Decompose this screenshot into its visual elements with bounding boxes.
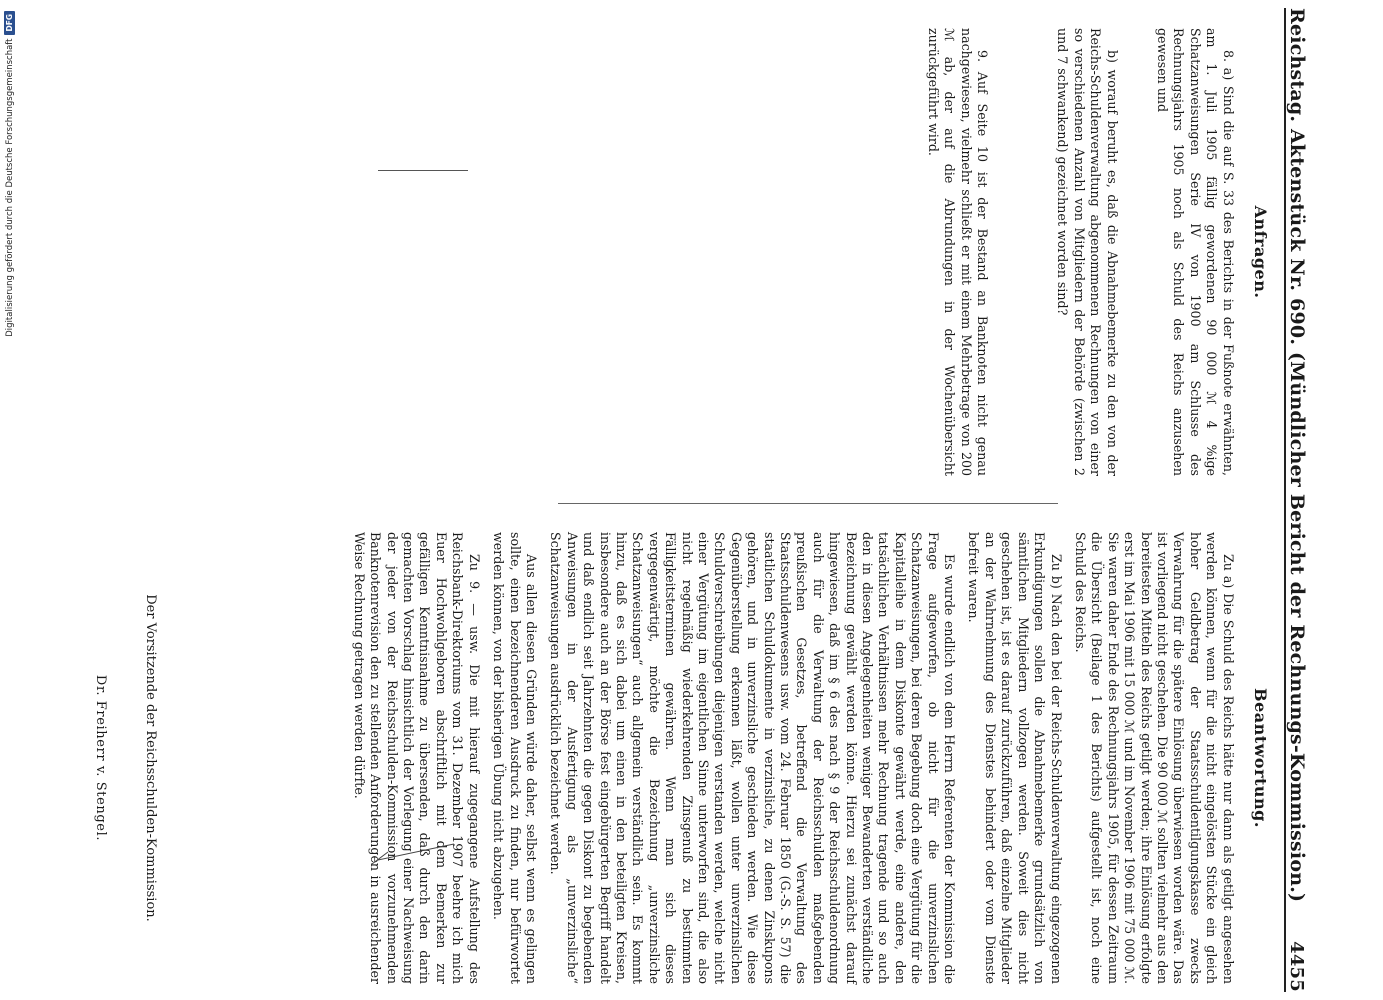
imprint-text: Digitalisierung gefördert durch die Deutsche Forschungsgemeinschaft: [5, 38, 15, 337]
answer-a: Zu a) Die Schuld des Reichs hätte nur dann als getilgt angesehen werden können, wenn für die nicht eingelösten Stücke ein gleich hoher Geldbetrag der Staatsschuldentilgungskasse zwecks Verwahrung für die spätere Einlösung überwiesen worden wäre. Das ist vorliegend nicht geschehen. Die 90 000 ℳ sollten vielmehr aus den bereitesten Mitteln des Reichs getilgt werden; ihre Einlösung erfolgte erst im Mai 1906 mit 15 000 ℳ und im November 1906 mit 75 000 ℳ. Sie waren daher Ende des Rechnungsjahrs 1905, für dessen Zeitraum die Übersicht (Beilage 1 des Berichts) aufgestellt ist, noch eine Schuld des Reichs.: [1072, 532, 1236, 984]
page-number: 4455: [1286, 941, 1307, 992]
questions-heading: Anfragen.: [1251, 205, 1270, 299]
question-8a: 8. a) Sind die auf S. 33 des Berichts in der Fußnote erwähnten, am 1. Juli 1905 fällig gewordenen 90 000 ℳ 4 %ige Schatzanweisungen Serie IV von 1900 am Schlusse des Rechnungsjahrs 1905 noch als Schuld des Reichs anzusehen gewesen und: [1154, 28, 1236, 476]
document-page: [8, 0, 1338, 1000]
question-8b: b) worauf beruht es, daß die Abnahmebemerke zu den von der Reichs-Schuldenverwaltung abgenommenen Rechnungen von einer so verschiedenen Anzahl von Mitgliedern der Behörde (zwischen 2 und 7 schwankend) gezeichnet worden sind?: [1055, 28, 1120, 476]
signature-role: Der Vorsitzende der Reichsschulden-Kommission.: [143, 594, 158, 922]
digitization-imprint: [0, 0, 15, 1000]
questions-column: [912, 28, 1276, 476]
answer-9: Zu 9. — usw. Die mit hierauf zugegangene Aufstellung des Reichsbank-Direktoriums vom 31. Dezember 1907 beehre ich mich Euer Hochwohlgeboren abschriftlich mit dem Bemerken zur gefälligen Kenntnisnahme zu übersenden, daß durch den darin gemachten Vorschlag hinsichtlich der Vorlegung einer Nachweisung der jeder von der Reichsschulden-Kommission vorzunehmenden Banknotenrevision den zu stellenden Anforderungen in ausreichender Weise Rechnung getragen werden dürfte.: [351, 532, 482, 984]
answer-designation: Es wurde endlich von dem Herrn Referenten der Kommission die Frage aufgeworfen, ob nicht für die unverzinslichen Schatzanweisungen, bei deren Begebung doch eine Vergütung für die Kapitalleihe in dem Diskonte gewährt werde, eine andere, den tatsächlichen Verhältnissen mehr Rechnung tragende und so auch den in diesen Angelegenheiten weniger Bewanderten verständliche Bezeichnung gewählt werden könne. Hierzu sei zunächst darauf hingewiesen, daß im § 6 des nach § 9 der Reichsschuldenordnung auch für die Verwaltung der Reichsschulden maßgebenden preußischen Gesetzes, betreffend die Verwaltung des Staatsschuldenwesens usw. vom 24. Februar 1850 (G.-S. S. 57) die staatlichen Schuldokumente in verzinsliche, zu denen Zinskupons gehören, und in unverzinsliche geschieden werden. Wie diese Gegenüberstellung erkennen läßt, wollen unter unverzinslichen Schuldverschreibungen diejenigen verstanden werden, welche nicht einer Vergütung im eigentlichen Sinne unterworfen sind, die also nicht regelmäßig wiederkehrenden Zinsgenuß zu bestimmten Fälligkeitsterminen gewähren. Wenn man sich dieses vergegenwärtigt, möchte die Bezeichnung „unverzinsliche Schatzanweisungen“ auch allgemein verständlich sein. Es kommt hinzu, daß es sich dabei um einen in den beteiligten Kreisen, insbesondere auch an der Börse fest eingebürgerten Begriff handelt und daß endlich seit Jahrzehnten die gegen Diskont zu begebenden Anweisungen in der Ausfertigung als „unverzinsliche“ Schatzanweisungen ausdrücklich bezeichnet werden.: [548, 532, 958, 984]
answers-column: [342, 532, 1276, 984]
answer-b: Zu b) Nach den bei der Reichs-Schuldenverwaltung eingezogenen Erkundigungen sollen die Abnahmebemerke grundsätzlich von sämtlichen Mitgliedern vollzogen werden. Soweit dies nicht geschehen ist, ist es darauf zurückzuführen, daß einzelne Mitglieder an der Wahrnehmung des Dienstes behindert oder vom Dienste befreit waren.: [966, 532, 1064, 984]
running-head-title: Reichstag. Aktenstück Nr. 690. (Mündlicher Bericht der Rechnungs-Kommission.): [1286, 8, 1308, 903]
column-divider-short: [378, 170, 468, 171]
answers-heading: Beantwortung.: [1251, 688, 1270, 828]
question-9: 9. Auf Seite 10 ist der Bestand an Banknoten nicht genau nachgewiesen, vielmehr schließt er mit einem Mehrbetrage von 200 ℳ ab, der auf die Abrundungen in der Wochenübersicht zurückgeführt wird.: [925, 28, 990, 476]
pencil-mark: [368, 838, 458, 868]
answer-conclusion: Aus allen diesen Gründen würde daher, selbst wenn es gelingen sollte, einen bezeichnenderen Ausdruck zu finden, nur befürwortet werden können, von der bisherigen Übung nicht abzugehen.: [491, 532, 539, 984]
running-header: [1284, 8, 1320, 992]
signature-name: Dr. Freiherr v. Stengel.: [93, 674, 108, 842]
dfg-logo: DFG: [4, 11, 15, 35]
column-divider: [558, 503, 1058, 504]
